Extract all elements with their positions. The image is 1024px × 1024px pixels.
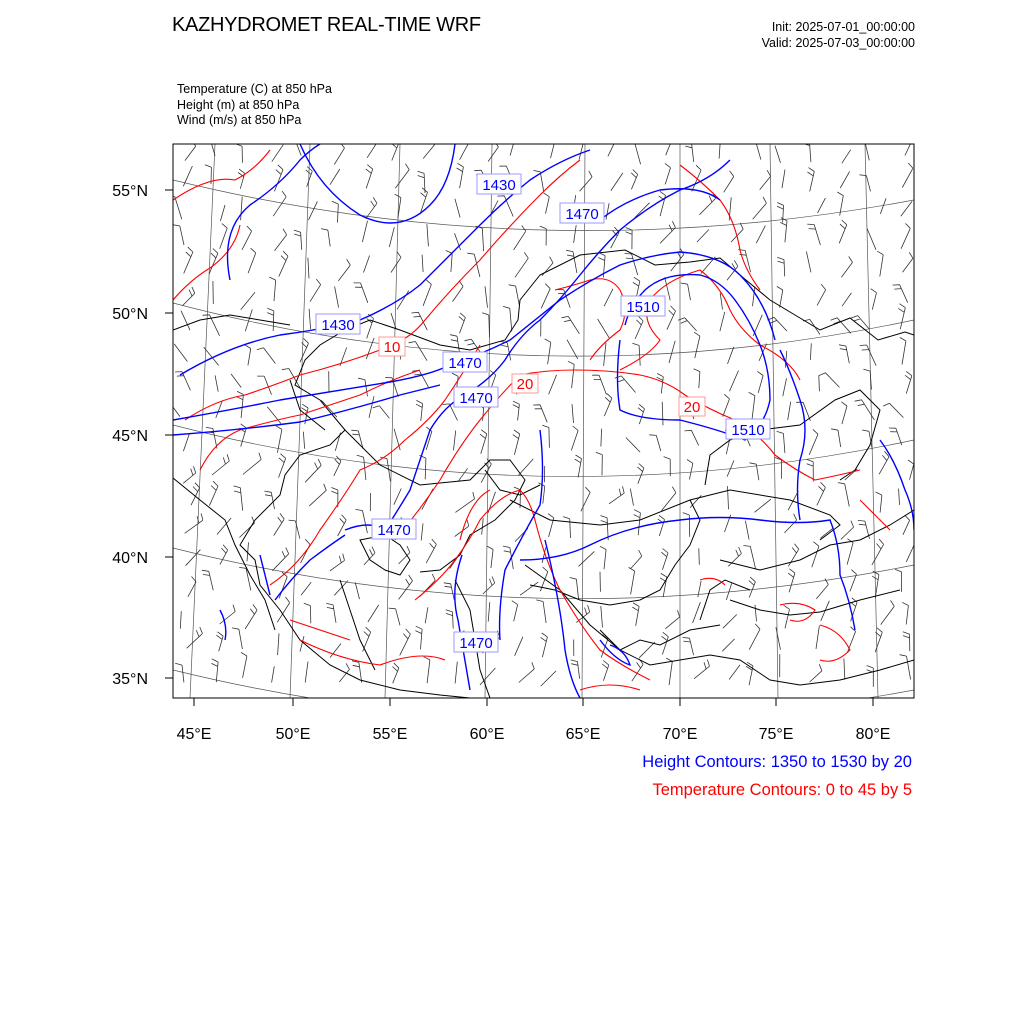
- svg-text:1470: 1470: [459, 635, 493, 652]
- height-label: [477, 174, 521, 194]
- temperature-label: [512, 374, 538, 393]
- temperature-label: [679, 397, 705, 416]
- longitude-labels: [177, 726, 891, 743]
- height-label: [443, 352, 487, 372]
- lon-label: 50°E: [275, 726, 311, 743]
- valid-time: Valid: 2025-07-03_00:00:00: [761, 36, 915, 50]
- lat-label: 50°N: [112, 306, 148, 323]
- svg-text:1430: 1430: [482, 177, 516, 194]
- svg-text:20: 20: [516, 376, 534, 393]
- height-label: [316, 314, 360, 334]
- height-contours-legend: Height Contours: 1350 to 1530 by 20: [642, 753, 912, 771]
- init-time: Init: 2025-07-01_00:00:00: [771, 20, 915, 34]
- lat-label: 40°N: [112, 550, 148, 567]
- map-area: [166, 131, 915, 721]
- chart-title: KAZHYDROMET REAL-TIME WRF: [172, 14, 481, 36]
- lon-label: 65°E: [565, 726, 601, 743]
- field-height: Height (m) at 850 hPa: [177, 97, 300, 112]
- map-frame: [173, 144, 914, 698]
- svg-text:1510: 1510: [731, 422, 765, 439]
- lon-label: 60°E: [469, 726, 505, 743]
- lon-label: 75°E: [758, 726, 794, 743]
- height-label: [560, 203, 604, 223]
- lon-label: 45°E: [176, 726, 212, 743]
- height-label: [454, 632, 498, 652]
- axis-ticks: [165, 190, 873, 706]
- height-label: [621, 296, 665, 316]
- svg-text:20: 20: [683, 399, 701, 416]
- height-label: [454, 387, 498, 407]
- height-label: [726, 419, 770, 439]
- lon-label: 55°E: [372, 726, 408, 743]
- svg-text:1470: 1470: [448, 355, 482, 372]
- temperature-contours-legend: Temperature Contours: 0 to 45 by 5: [652, 781, 912, 799]
- height-label: [372, 519, 416, 539]
- lat-label: 45°N: [112, 428, 148, 445]
- svg-text:1510: 1510: [626, 299, 660, 316]
- svg-text:1470: 1470: [377, 522, 411, 539]
- lat-label: 55°N: [112, 183, 148, 200]
- lon-label: 80°E: [855, 726, 891, 743]
- svg-text:1470: 1470: [459, 390, 493, 407]
- temperature-label: [379, 337, 405, 356]
- field-wind: Wind (m/s) at 850 hPa: [177, 113, 302, 127]
- svg-text:1470: 1470: [565, 206, 599, 223]
- lon-label: 70°E: [662, 726, 698, 743]
- latitude-labels: [112, 183, 148, 688]
- svg-text:10: 10: [383, 339, 401, 356]
- svg-text:1430: 1430: [321, 317, 355, 334]
- temperature-contours: [173, 150, 890, 690]
- height-contours: [173, 144, 914, 698]
- field-temperature: Temperature (C) at 850 hPa: [177, 82, 332, 96]
- lat-label: 35°N: [112, 671, 148, 688]
